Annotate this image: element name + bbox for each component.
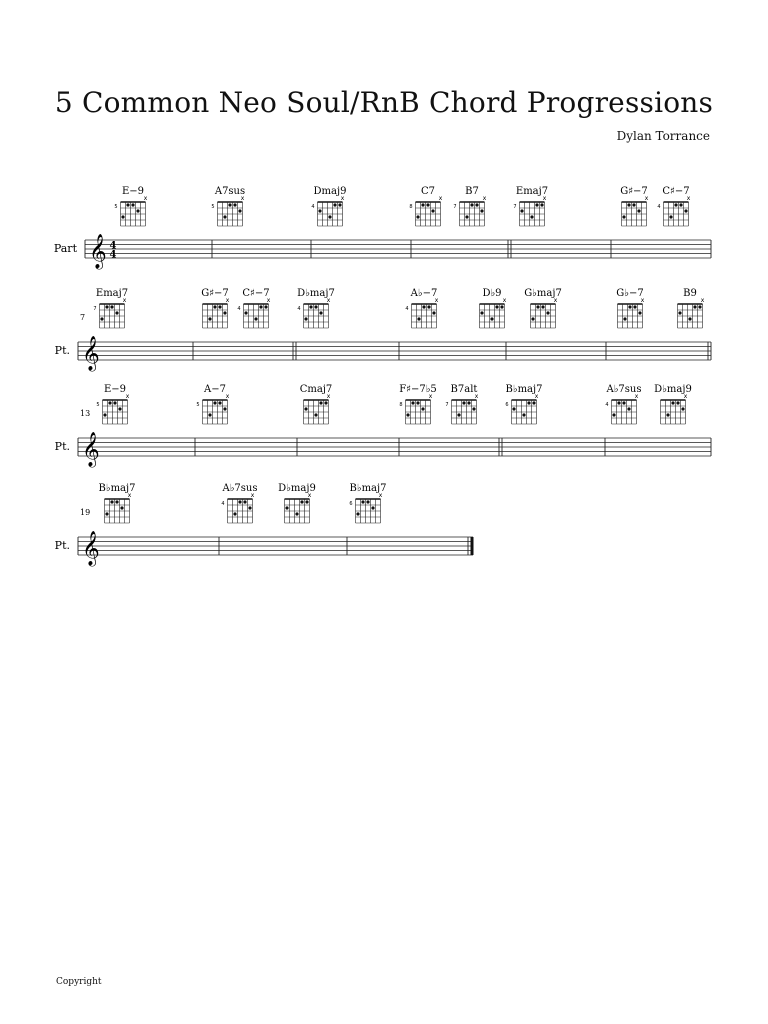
finger-dot <box>110 500 113 503</box>
finger-dot <box>475 203 478 206</box>
finger-dot <box>465 215 468 218</box>
chord-name: E−9 <box>103 384 127 395</box>
finger-dot <box>638 311 641 314</box>
part-label: Pt. <box>54 539 70 552</box>
finger-dot <box>208 413 211 416</box>
finger-dot <box>693 305 696 308</box>
finger-dot <box>120 506 123 509</box>
staff-system <box>55 288 711 372</box>
chord-fret-number: 6 <box>349 501 353 507</box>
finger-dot <box>319 401 322 404</box>
finger-dot <box>126 203 129 206</box>
chord-diagram <box>453 186 486 226</box>
muted-string-marker: x <box>428 393 433 400</box>
chord-name: E−9 <box>121 186 145 197</box>
finger-dot <box>530 215 533 218</box>
finger-dot <box>622 401 625 404</box>
finger-dot <box>422 305 425 308</box>
finger-dot <box>495 305 498 308</box>
chord-fret-number: 6 <box>505 402 509 408</box>
chord-diagram <box>237 288 270 328</box>
chord-diagram <box>505 384 542 424</box>
muted-string-marker: x <box>700 297 705 304</box>
finger-dot <box>213 401 216 404</box>
copyright-footer: Copyright <box>56 977 102 987</box>
finger-dot <box>540 203 543 206</box>
finger-dot <box>228 203 231 206</box>
chord-name: F♯−7♭5 <box>399 384 437 395</box>
finger-dot <box>416 401 419 404</box>
finger-dot <box>238 500 241 503</box>
finger-dot <box>431 209 434 212</box>
muted-string-marker: x <box>307 492 312 499</box>
finger-dot <box>285 506 288 509</box>
chord-fret-number: 4 <box>405 306 409 312</box>
muted-string-marker: x <box>542 195 547 202</box>
finger-dot <box>490 317 493 320</box>
chord-fret-number: 4 <box>297 306 301 312</box>
finger-dot <box>633 305 636 308</box>
finger-dot <box>305 500 308 503</box>
chord-name: Emaj7 <box>95 288 129 299</box>
finger-dot <box>218 305 221 308</box>
finger-dot <box>314 413 317 416</box>
chord-fret-number: 7 <box>93 306 97 312</box>
finger-dot <box>684 209 687 212</box>
part-label: Pt. <box>54 344 70 357</box>
muted-string-marker: x <box>127 492 132 499</box>
chord-diagram <box>657 186 690 226</box>
muted-string-marker: x <box>683 393 688 400</box>
chord-name: D♭maj9 <box>278 483 316 494</box>
chord-name: B♭maj7 <box>349 483 387 494</box>
muted-string-marker: x <box>266 297 271 304</box>
staff-system <box>55 483 474 567</box>
muted-string-marker: x <box>378 492 383 499</box>
chord-diagram <box>445 384 478 424</box>
finger-dot <box>115 311 118 314</box>
chord-diagram <box>300 384 333 424</box>
muted-string-marker: x <box>326 297 331 304</box>
treble-clef-icon: 𝄞 <box>82 432 100 467</box>
finger-dot <box>105 305 108 308</box>
finger-dot <box>233 203 236 206</box>
muted-string-marker: x <box>122 297 127 304</box>
chord-name: D♭maj9 <box>654 384 692 395</box>
chord-name: A♭7sus <box>606 384 642 395</box>
chord-fret-number: 5 <box>114 204 118 210</box>
finger-dot <box>223 311 226 314</box>
finger-dot <box>371 506 374 509</box>
finger-dot <box>421 203 424 206</box>
finger-dot <box>617 401 620 404</box>
chord-name: B9 <box>683 288 697 299</box>
muted-string-marker: x <box>553 297 558 304</box>
muted-string-marker: x <box>143 195 148 202</box>
chord-diagram <box>278 483 316 523</box>
finger-dot <box>669 215 672 218</box>
chord-name: G♭maj7 <box>524 288 562 299</box>
finger-dot <box>324 401 327 404</box>
chord-fret-number: 8 <box>409 204 413 210</box>
chord-diagram <box>201 288 230 328</box>
muted-string-marker: x <box>125 393 130 400</box>
finger-dot <box>457 413 460 416</box>
finger-dot <box>674 203 677 206</box>
chord-fret-number: 8 <box>399 402 403 408</box>
chord-fret-number: 7 <box>453 204 457 210</box>
chord-fret-number: 4 <box>237 306 241 312</box>
finger-dot <box>118 407 121 410</box>
chord-diagram <box>211 186 245 226</box>
chord-diagram <box>620 186 649 226</box>
finger-dot <box>541 305 544 308</box>
chord-name: Cmaj7 <box>299 384 333 395</box>
chord-name: A−7 <box>204 384 226 395</box>
finger-dot <box>627 407 630 410</box>
chord-diagram <box>99 483 136 523</box>
finger-dot <box>676 401 679 404</box>
finger-dot <box>295 512 298 515</box>
finger-dot <box>480 311 483 314</box>
finger-dot <box>535 203 538 206</box>
finger-dot <box>628 305 631 308</box>
finger-dot <box>698 305 701 308</box>
muted-string-marker: x <box>644 195 649 202</box>
finger-dot <box>110 305 113 308</box>
chord-name: D♭maj7 <box>297 288 335 299</box>
chord-diagram <box>93 288 128 328</box>
muted-string-marker: x <box>438 195 443 202</box>
finger-dot <box>622 215 625 218</box>
chord-name: B♭maj7 <box>98 483 136 494</box>
staff-system <box>54 186 711 270</box>
chord-fret-number: 5 <box>196 402 200 408</box>
chord-diagram <box>297 288 335 328</box>
finger-dot <box>470 203 473 206</box>
finger-dot <box>309 305 312 308</box>
finger-dot <box>512 407 515 410</box>
finger-dot <box>632 203 635 206</box>
finger-dot <box>108 401 111 404</box>
finger-dot <box>612 413 615 416</box>
finger-dot <box>233 512 236 515</box>
finger-dot <box>546 311 549 314</box>
finger-dot <box>338 203 341 206</box>
chord-fret-number: 5 <box>211 204 215 210</box>
chord-fret-number: 5 <box>96 402 100 408</box>
chord-diagram <box>405 288 438 328</box>
muted-string-marker: x <box>474 393 479 400</box>
chord-diagram <box>114 186 147 226</box>
finger-dot <box>213 305 216 308</box>
chord-name: D♭9 <box>482 288 502 299</box>
finger-dot <box>637 209 640 212</box>
chord-diagram <box>616 288 644 328</box>
finger-dot <box>304 407 307 410</box>
chord-fret-number: 4 <box>311 204 315 210</box>
finger-dot <box>678 311 681 314</box>
chord-name: B♭maj7 <box>505 384 543 395</box>
finger-dot <box>531 317 534 320</box>
chord-diagram <box>409 186 442 226</box>
chord-diagram <box>524 288 562 328</box>
chord-fret-number: 4 <box>221 501 225 507</box>
finger-dot <box>666 413 669 416</box>
muted-string-marker: x <box>326 393 331 400</box>
chord-diagram <box>311 186 346 226</box>
staff-system <box>55 384 711 468</box>
finger-dot <box>417 317 420 320</box>
finger-dot <box>318 209 321 212</box>
finger-dot <box>300 500 303 503</box>
finger-dot <box>361 500 364 503</box>
finger-dot <box>527 401 530 404</box>
finger-dot <box>264 305 267 308</box>
finger-dot <box>500 305 503 308</box>
chord-diagram <box>678 288 705 328</box>
finger-dot <box>115 500 118 503</box>
finger-dot <box>532 401 535 404</box>
finger-dot <box>536 305 539 308</box>
finger-dot <box>208 317 211 320</box>
composer-name: Dylan Torrance <box>616 129 710 143</box>
chord-name: C♯−7 <box>662 186 690 197</box>
chord-diagram <box>221 483 257 523</box>
chord-name: G♯−7 <box>201 288 229 299</box>
finger-dot <box>328 215 331 218</box>
finger-dot <box>480 209 483 212</box>
finger-dot <box>356 512 359 515</box>
finger-dot <box>679 203 682 206</box>
chord-name: B7 <box>465 186 479 197</box>
muted-string-marker: x <box>225 297 230 304</box>
page-title: 5 Common Neo Soul/RnB Chord Progressions <box>54 86 714 119</box>
chord-diagram <box>513 186 548 226</box>
finger-dot <box>472 407 475 410</box>
chord-name: Emaj7 <box>515 186 549 197</box>
finger-dot <box>136 209 139 212</box>
part-label: Pt. <box>54 440 70 453</box>
finger-dot <box>121 215 124 218</box>
chord-name: A♭−7 <box>410 288 438 299</box>
finger-dot <box>131 203 134 206</box>
finger-dot <box>254 317 257 320</box>
measure-number: 13 <box>80 409 91 418</box>
muted-string-marker: x <box>240 195 245 202</box>
chord-name: C7 <box>420 186 436 197</box>
chord-diagram <box>96 384 129 424</box>
chord-fret-number: 4 <box>605 402 609 408</box>
muted-string-marker: x <box>686 195 691 202</box>
finger-dot <box>218 401 221 404</box>
finger-dot <box>366 500 369 503</box>
finger-dot <box>416 215 419 218</box>
finger-dot <box>426 203 429 206</box>
chord-fret-number: 7 <box>445 402 449 408</box>
treble-clef-icon: 𝄞 <box>82 336 100 371</box>
chord-diagram <box>480 288 507 328</box>
finger-dot <box>520 209 523 212</box>
finger-dot <box>238 209 241 212</box>
finger-dot <box>314 305 317 308</box>
finger-dot <box>411 401 414 404</box>
finger-dot <box>623 317 626 320</box>
muted-string-marker: x <box>340 195 345 202</box>
chord-name: A♭7sus <box>222 483 258 494</box>
finger-dot <box>113 401 116 404</box>
finger-dot <box>432 311 435 314</box>
finger-dot <box>333 203 336 206</box>
chord-name: Dmaj9 <box>313 186 347 197</box>
measure-number: 19 <box>80 508 91 517</box>
muted-string-marker: x <box>434 297 439 304</box>
chord-name: G♭−7 <box>616 288 644 299</box>
muted-string-marker: x <box>502 297 507 304</box>
chord-diagram <box>399 384 437 424</box>
chord-name: G♯−7 <box>620 186 648 197</box>
finger-dot <box>100 317 103 320</box>
chord-name: A7sus <box>214 186 246 197</box>
muted-string-marker: x <box>482 195 487 202</box>
finger-dot <box>223 407 226 410</box>
chord-fret-number: 4 <box>657 204 661 210</box>
finger-dot <box>467 401 470 404</box>
time-signature-denominator: 4 <box>109 249 117 261</box>
finger-dot <box>319 311 322 314</box>
finger-dot <box>223 215 226 218</box>
finger-dot <box>103 413 106 416</box>
part-label: Part <box>53 242 77 255</box>
treble-clef-icon: 𝄞 <box>82 531 100 566</box>
finger-dot <box>259 305 262 308</box>
chord-diagram <box>349 483 386 523</box>
finger-dot <box>688 317 691 320</box>
chord-fret-number: 7 <box>513 204 517 210</box>
muted-string-marker: x <box>634 393 639 400</box>
finger-dot <box>671 401 674 404</box>
muted-string-marker: x <box>250 492 255 499</box>
chord-name: B7alt <box>450 384 478 395</box>
finger-dot <box>627 203 630 206</box>
finger-dot <box>244 311 247 314</box>
chord-diagram <box>196 384 229 424</box>
finger-dot <box>248 506 251 509</box>
measure-number: 7 <box>80 313 86 322</box>
muted-string-marker: x <box>640 297 645 304</box>
finger-dot <box>421 407 424 410</box>
treble-clef-icon: 𝄞 <box>89 234 107 269</box>
finger-dot <box>462 401 465 404</box>
muted-string-marker: x <box>225 393 230 400</box>
finger-dot <box>681 407 684 410</box>
muted-string-marker: x <box>534 393 539 400</box>
finger-dot <box>522 413 525 416</box>
final-barline <box>471 537 474 555</box>
finger-dot <box>406 413 409 416</box>
chord-name: C♯−7 <box>242 288 270 299</box>
finger-dot <box>427 305 430 308</box>
finger-dot <box>105 512 108 515</box>
time-signature-numerator: 4 <box>109 240 117 252</box>
chord-diagram <box>605 384 641 424</box>
finger-dot <box>304 317 307 320</box>
finger-dot <box>243 500 246 503</box>
chord-diagram <box>654 384 692 424</box>
